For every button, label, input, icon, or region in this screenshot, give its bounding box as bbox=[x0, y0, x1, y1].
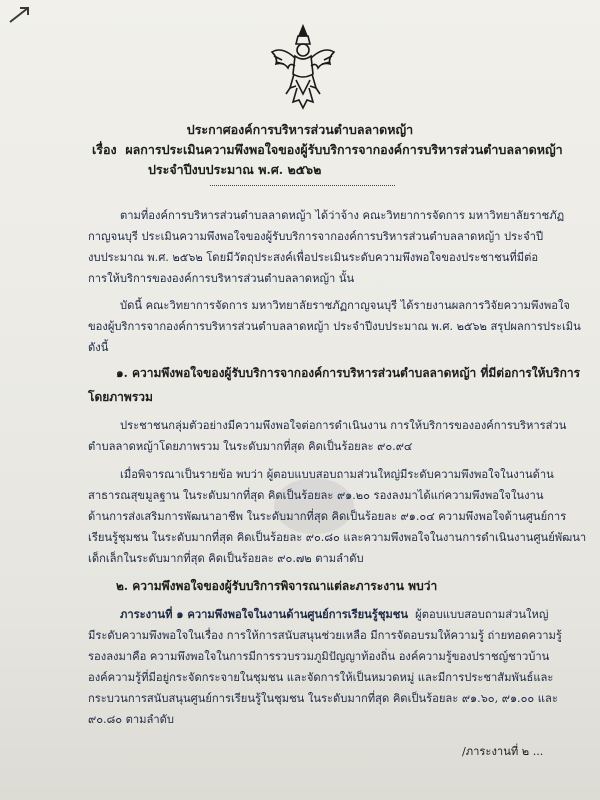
fiscal-year: ประจำปีงบประมาณ พ.ศ. ๒๕๖๒ bbox=[148, 162, 322, 177]
task-1-text: ผู้ตอบแบบสอบถามส่วนใหญ่ bbox=[415, 608, 549, 621]
continued-note: /ภาระงานที่ ๒ ... bbox=[462, 745, 544, 758]
detail-line: เมื่อพิจารณาเป็นรายข้อ พบว่า ผู้ตอบแบบสอบถามส่วนใหญ่มีระดับความพึงพอใจในงานด้าน bbox=[120, 468, 554, 481]
intro-line: ตามที่องค์การบริหารส่วนตำบลลาดหญ้า ได้ว่าจ้าง คณะวิทยาการจัดการ มหาวิทยาลัยราชภัฏ bbox=[120, 209, 565, 222]
section-1-heading: ๑. ความพึงพอใจของผู้รับบริการจากองค์การบริหารส่วนตำบลลาดหญ้า ที่มีต่อการให้บริการ bbox=[116, 366, 581, 380]
announcement-title: ประกาศองค์การบริหารส่วนตำบลลาดหญ้า bbox=[186, 122, 414, 137]
report-line: บัดนี้ คณะวิทยาการจัดการ มหาวิทยาลัยราชภัฏกาญจนบุรี ได้รายงานผลการวิจัยความพึงพอใจ bbox=[120, 299, 570, 312]
task-1-line: กระบวนการสนับสนุนศูนย์การเรียนรู้ในชุมชน ในระดับมากที่สุด คิดเป็นร้อยละ ๙๑.๖๐, ๙๑.๐๐ และ bbox=[88, 692, 558, 705]
garuda-emblem-icon bbox=[268, 22, 338, 114]
task-1-line: องค์ความรู้ที่มีอยู่กระจัดกระจายในชุมชน และจัดการให้เป็นหมวดหมู่ และมีการประชาสัมพันธ์และ bbox=[88, 671, 554, 684]
folded-corner-arrow-icon bbox=[6, 4, 36, 26]
summary-line: ตำบลลาดหญ้าโดยภาพรวม ในระดับมากที่สุด คิดเป็นร้อยละ ๙๐.๙๔ bbox=[88, 440, 413, 453]
faded-stamp bbox=[274, 478, 354, 534]
subject-text: ผลการประเมินความพึงพอใจของผู้รับบริการจากองค์การบริหารส่วนตำบลลาดหญ้า bbox=[125, 142, 563, 157]
task-1-title: ภาระงานที่ ๑ ความพึงพอใจในงานด้านศูนย์การเรียนรู้ชุมชน bbox=[120, 607, 409, 621]
section-1-heading: โดยภาพรวม bbox=[88, 390, 153, 404]
section-2-heading: ๒. ความพึงพอใจของผู้รับบริการพิจารณาแต่ละภาระงาน พบว่า bbox=[116, 579, 438, 593]
intro-line: การให้บริการขององค์การบริหารส่วนตำบลลาดหญ้า นั้น bbox=[88, 272, 355, 285]
task-1-line bbox=[120, 609, 548, 620]
summary-line: ประชาชนกลุ่มตัวอย่างมีความพึงพอใจต่อการดำเนินงาน การให้บริการขององค์การบริหารส่วน bbox=[120, 419, 567, 432]
announcement-subject bbox=[92, 140, 600, 160]
subject-label: เรื่อง bbox=[92, 142, 117, 157]
report-line: ของผู้บริการจากองค์การบริหารส่วนตำบลลาดหญ้า ประจำปีงบประมาณ พ.ศ. ๒๕๖๒ สรุปผลการประเมิน bbox=[88, 320, 581, 333]
task-1-line: รองลงมาคือ ความพึงพอใจในการมีการรวบรวมภูมิปัญญาท้องถิ่น องค์ความรู้ของปราชญ์ชาวบ้าน bbox=[88, 650, 550, 663]
detail-line: เรียนรู้ชุมชน ในระดับมากที่สุด คิดเป็นร้อยละ ๙๐.๘๐ และความพึงพอใจในงานการดำเนินงานศูนย์พัฒนา bbox=[88, 531, 587, 544]
detail-line: สาธารณสุขมูลฐาน ในระดับมากที่สุด คิดเป็นร้อยละ ๙๑.๒๐ รองลงมาได้แก่ความพึงพอใจในงาน bbox=[88, 489, 544, 502]
report-line: ดังนี้ bbox=[88, 341, 109, 354]
intro-line: งบประมาณ พ.ศ. ๒๕๖๒ โดยมีวัตถุประสงค์เพื่อประเมินระดับความพึงพอใจของประชาชนที่มีต่อ bbox=[88, 251, 539, 264]
detail-line: ด้านการส่งเสริมการพัฒนาอาชีพ ในระดับมากที่สุด คิดเป็นร้อยละ ๙๑.๐๔ ความพึงพอใจด้านศูนย์การ bbox=[88, 510, 567, 523]
task-1-line: ๙๐.๘๐ ตามลำดับ bbox=[88, 713, 175, 726]
task-1-line: มีระดับความพึงพอใจในเรื่อง การให้การสนับสนุนช่วยเหลือ มีการจัดอบรมให้ความรู้ ถ่ายทอดความรู้ bbox=[88, 629, 562, 642]
intro-line: กาญจนบุรี ประเมินความพึงพอใจของผู้รับบริการจากองค์การบริหารส่วนตำบลลาดหญ้า ประจำปี bbox=[88, 230, 544, 243]
divider bbox=[210, 185, 395, 186]
detail-line: เด็กเล็กในระดับมากที่สุด คิดเป็นร้อยละ ๙๐.๗๒ ตามลำดับ bbox=[88, 552, 364, 565]
